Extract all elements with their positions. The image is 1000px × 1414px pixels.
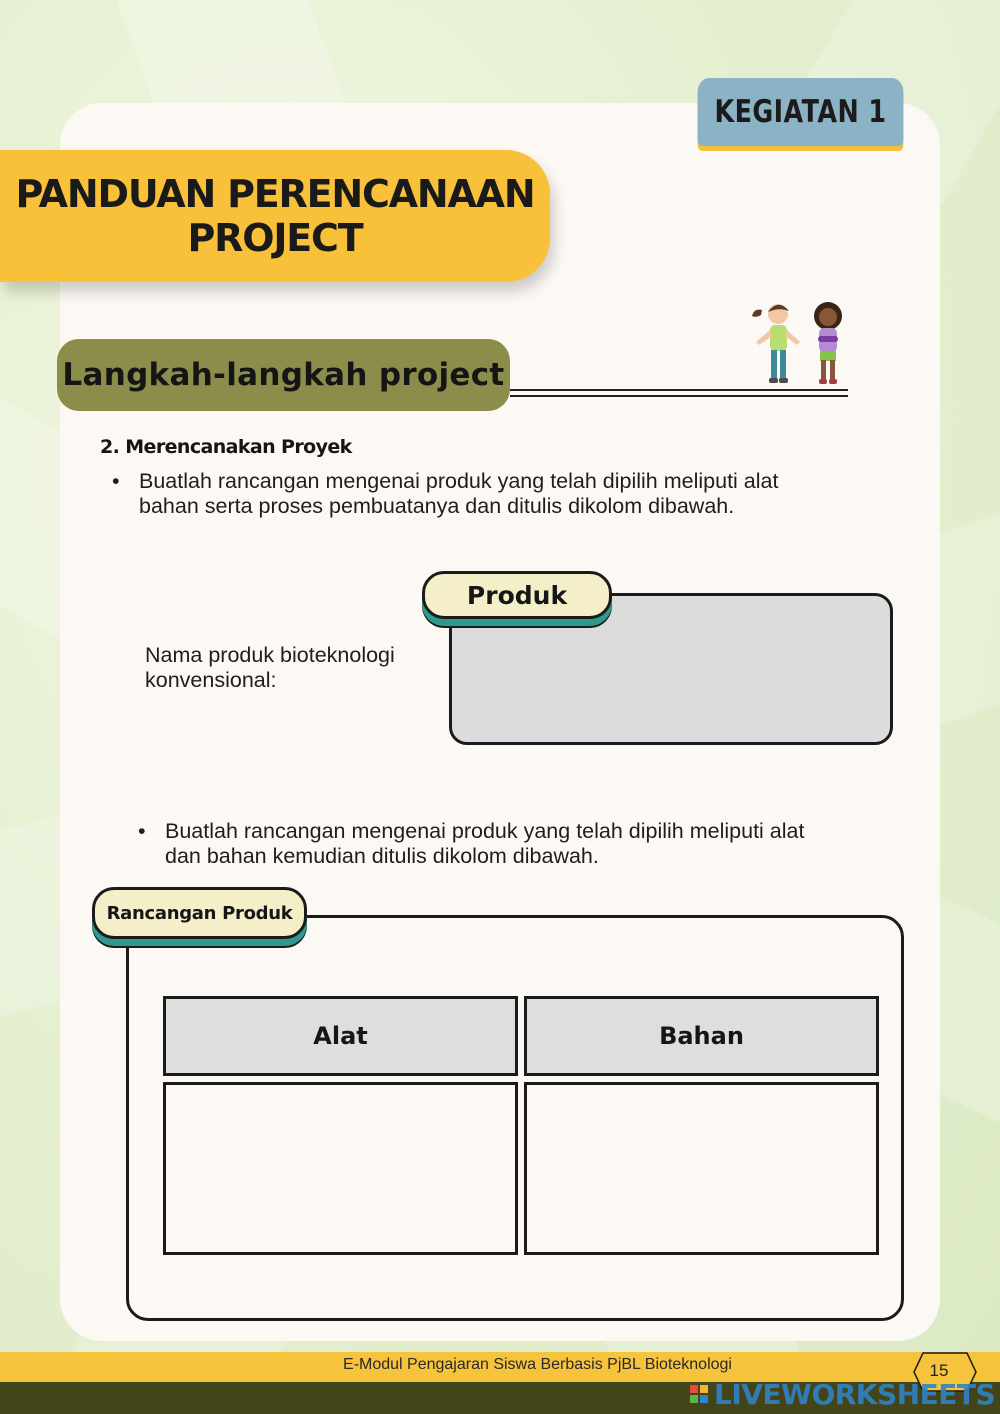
instruction-line: Buatlah rancangan mengenai produk yang telah dipilih meliputi alat bbox=[165, 819, 805, 843]
product-tab: Produk bbox=[422, 571, 612, 619]
title-line-1: PANDUAN PERENCANAAN bbox=[15, 172, 535, 216]
liveworksheets-logo-icon bbox=[690, 1385, 708, 1403]
alat-input-cell[interactable] bbox=[163, 1082, 518, 1255]
instruction-bullet-2 bbox=[138, 819, 898, 871]
product-name-label-line: Nama produk bioteknologi bbox=[145, 643, 395, 667]
liveworksheets-watermark bbox=[690, 1376, 995, 1412]
bullet-dot: • bbox=[138, 819, 146, 843]
product-name-label-line: konvensional: bbox=[145, 668, 277, 692]
girl-right-figure bbox=[814, 302, 842, 384]
design-tab: Rancangan Produk bbox=[92, 887, 307, 939]
step-heading: 2. Merencanakan Proyek bbox=[100, 436, 352, 458]
product-name-label bbox=[145, 643, 395, 693]
instruction-line: Buatlah rancangan mengenai produk yang telah dipilih meliputi alat bbox=[139, 469, 779, 493]
section-banner bbox=[57, 339, 510, 411]
section-banner-label: Langkah-langkah project bbox=[62, 357, 505, 393]
instruction-line: dan bahan kemudian ditulis dikolom dibawah. bbox=[165, 844, 599, 868]
table-header-bahan: Bahan bbox=[524, 996, 879, 1076]
activity-tag: KEGIATAN 1 bbox=[698, 78, 904, 146]
bullet-dot: • bbox=[112, 469, 120, 493]
page-number: 15 bbox=[929, 1361, 949, 1380]
bahan-input-cell[interactable] bbox=[524, 1082, 879, 1255]
instruction-bullet-1 bbox=[112, 469, 872, 521]
instruction-line: bahan serta proses pembuatanya dan ditulis dikolom dibawah. bbox=[139, 494, 735, 518]
title-line-2: PROJECT bbox=[187, 216, 363, 260]
table-header-alat: Alat bbox=[163, 996, 518, 1076]
girl-left-figure bbox=[752, 304, 800, 383]
title-banner bbox=[0, 150, 550, 282]
footer-text: E-Modul Pengajaran Siswa Berbasis PjBL Bioteknologi bbox=[343, 1356, 732, 1373]
watermark-text: LIVEWORKSHEETS bbox=[714, 1377, 996, 1411]
children-illustration bbox=[748, 300, 858, 390]
banner-rule-bottom bbox=[510, 395, 848, 397]
